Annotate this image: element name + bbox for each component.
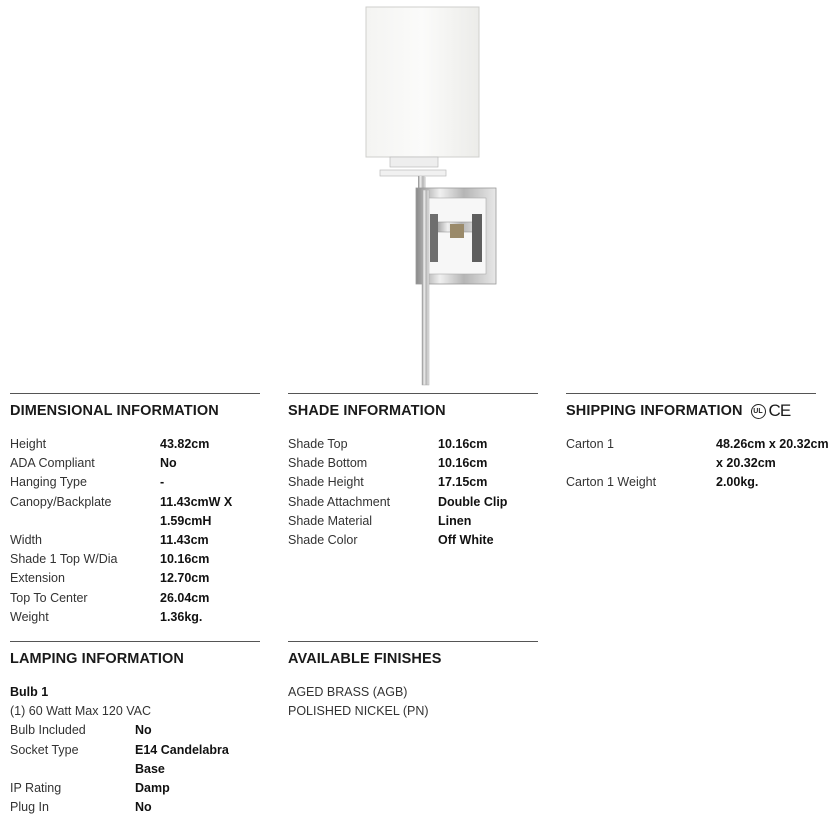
- bulb-title: Bulb 1: [10, 685, 49, 699]
- spec-table: [10, 721, 260, 817]
- spec-value: 43.82cm: [160, 437, 210, 451]
- spec-value: Damp: [135, 781, 170, 796]
- spec-value: No: [135, 800, 152, 815]
- spec-label: Shade Height: [288, 475, 364, 490]
- spec-label: Plug In: [10, 800, 49, 815]
- spec-row: [10, 550, 260, 569]
- spec-value: E14 Candelabra Base: [135, 742, 229, 776]
- section-title: SHIPPING INFORMATION: [566, 403, 743, 419]
- spec-row: [10, 493, 260, 531]
- spec-value: 1.36kg.: [160, 609, 203, 624]
- spec-value: No: [160, 456, 177, 471]
- spec-label: Bulb Included: [10, 723, 86, 738]
- spec-value: Double Clip: [438, 494, 508, 509]
- spec-label: Hanging Type: [10, 475, 87, 490]
- spec-value: No: [135, 723, 152, 738]
- spec-row: [10, 473, 260, 492]
- spec-label: Shade Bottom: [288, 456, 368, 471]
- finishes-section: [288, 641, 538, 721]
- spec-label: Shade 1 Top W/Dia: [10, 552, 118, 567]
- spec-value: 11.43cm: [160, 533, 209, 548]
- finish-item: AGED BRASS (AGB): [288, 685, 408, 699]
- spec-value: 12.70cm: [160, 571, 210, 586]
- spec-label: Width: [10, 533, 42, 548]
- section-title-row: [566, 401, 830, 421]
- spec-row: [288, 473, 538, 492]
- spec-row: [288, 493, 538, 512]
- shade-section: [288, 393, 538, 550]
- spec-label: Carton 1 Weight: [566, 475, 657, 490]
- section-divider: [288, 641, 538, 642]
- ul-listed-icon: UL: [751, 404, 766, 419]
- spec-row: [10, 589, 260, 608]
- spec-label: Shade Top: [288, 437, 348, 451]
- spec-label: Weight: [10, 609, 49, 624]
- spec-value: 10.16cm: [438, 437, 488, 451]
- finish-item: POLISHED NICKEL (PN): [288, 704, 429, 719]
- spec-row: [10, 779, 260, 798]
- spec-row: [10, 608, 260, 627]
- section-title: LAMPING INFORMATION: [10, 651, 185, 667]
- spec-row: [288, 512, 538, 531]
- dimensional-section: [10, 393, 260, 627]
- spec-row: [10, 454, 260, 473]
- spec-label: Shade Attachment: [288, 494, 391, 509]
- section-title: AVAILABLE FINISHES: [288, 651, 442, 667]
- lamp-shade: [366, 7, 479, 157]
- spec-label: Socket Type: [10, 742, 79, 757]
- spec-label: Shade Material: [288, 513, 373, 528]
- spec-label: Height: [10, 437, 47, 451]
- section-divider: [288, 393, 538, 394]
- spec-label: Top To Center: [10, 590, 88, 605]
- spec-row: [288, 454, 538, 473]
- spec-table: [566, 435, 830, 493]
- stem: [422, 190, 429, 385]
- spec-label: IP Rating: [10, 781, 62, 796]
- spec-row: [10, 721, 260, 740]
- spec-row: [10, 798, 260, 817]
- spec-table: [288, 435, 538, 550]
- spec-value: 10.16cm: [160, 552, 210, 567]
- spec-row: [10, 435, 260, 454]
- spec-value: 10.16cm: [438, 456, 488, 471]
- spec-row: [10, 741, 260, 779]
- spec-value: 11.43cmW X 1.59cmH: [160, 494, 233, 528]
- spec-value: 48.26cm x 20.32cm x 20.32cm: [716, 437, 829, 471]
- spec-label: Carton 1: [566, 437, 614, 451]
- section-title: SHADE INFORMATION: [288, 403, 446, 419]
- spec-value: -: [160, 475, 165, 490]
- spec-value: 17.15cm: [438, 475, 488, 490]
- spec-row: [10, 569, 260, 588]
- spec-value: Off White: [438, 533, 494, 548]
- spec-value: Linen: [438, 513, 472, 528]
- spec-value: 2.00kg.: [716, 475, 759, 490]
- certification-marks: [751, 401, 791, 421]
- spec-row: [566, 473, 830, 492]
- section-divider: [566, 393, 816, 394]
- spec-label: Extension: [10, 571, 65, 586]
- spec-row: [10, 531, 260, 550]
- section-title: DIMENSIONAL INFORMATION: [10, 403, 219, 419]
- spec-label: ADA Compliant: [10, 456, 95, 471]
- section-divider: [10, 393, 260, 394]
- shipping-section: [566, 393, 830, 493]
- spec-value: 26.04cm: [160, 590, 210, 605]
- spec-table: [10, 435, 260, 627]
- spec-row: [288, 531, 538, 550]
- product-image: [350, 0, 510, 390]
- spec-row: [288, 435, 538, 454]
- spec-label: Canopy/Backplate: [10, 494, 112, 509]
- ce-mark-icon: CE: [768, 401, 791, 420]
- section-divider: [10, 641, 260, 642]
- spec-label: Shade Color: [288, 533, 358, 548]
- lamping-section: [10, 641, 260, 817]
- spec-row: [566, 435, 830, 473]
- bulb-description: (1) 60 Watt Max 120 VAC: [10, 704, 152, 719]
- finish-list: [288, 683, 538, 721]
